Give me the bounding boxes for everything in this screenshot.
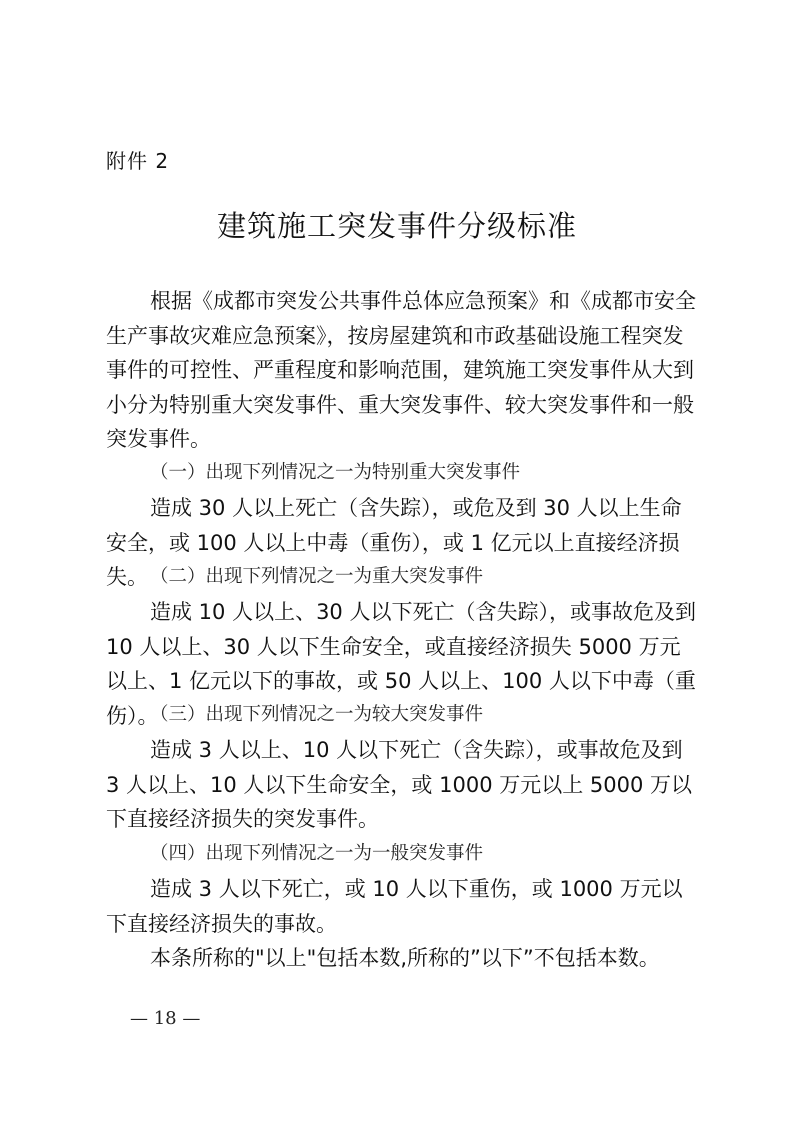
section-text-2: 造成 10 人以上、30 人以下死亡（含失踪），或事故危及到 10 人以上、30 人以下生命安全，或直接经济损失 5000 万元以上、1 亿元以下的事故，或 50 人以上、100 人以下中毒（重伤）。: [106, 600, 696, 728]
page-number: — 18 —: [130, 1008, 201, 1029]
document-title: 建筑施工突发事件分级标准: [216, 209, 577, 243]
intro-paragraph: 根据《成都市突发公共事件总体应急预案》和《成都市安全生产事故灾难应急预案》，按房屋建筑和市政基础设施工程突发事件的可控性、严重程度和影响范围，建筑施工突发事件从大到小分为特别重大突发事件、重大突发事件、较大突发事件和一般突发事件。: [106, 289, 696, 451]
section-heading-4: （四）出现下列情况之一为一般突发事件: [150, 843, 484, 864]
section-heading-3: （三）出现下列情况之一为较大突发事件: [150, 704, 484, 725]
section-text-3: 造成 3 人以上、10 人以下死亡（含失踪），或事故危及到 3 人以上、10 人以下生命安全，或 1000 万元以上 5000 万以下直接经济损失的突发事件。: [106, 738, 693, 831]
section-text-4: 造成 3 人以下死亡，或 10 人以下重伤，或 1000 万元以下直接经济损失的事故。: [106, 877, 683, 936]
scope-note: 本条所称的"以上"包括本数,所称的”以下”不包括本数。: [150, 946, 660, 970]
section-heading-2: （二）出现下列情况之一为重大突发事件: [150, 566, 484, 587]
attachment-label: 附件 2: [106, 149, 170, 173]
section-heading-1: （一）出现下列情况之一为特别重大突发事件: [150, 462, 521, 483]
section-text-1: 造成 30 人以上死亡（含失踪），或危及到 30 人以上生命安全，或 100 人以上中毒（重伤），或 1 亿元以上直接经济损失。: [106, 496, 682, 589]
